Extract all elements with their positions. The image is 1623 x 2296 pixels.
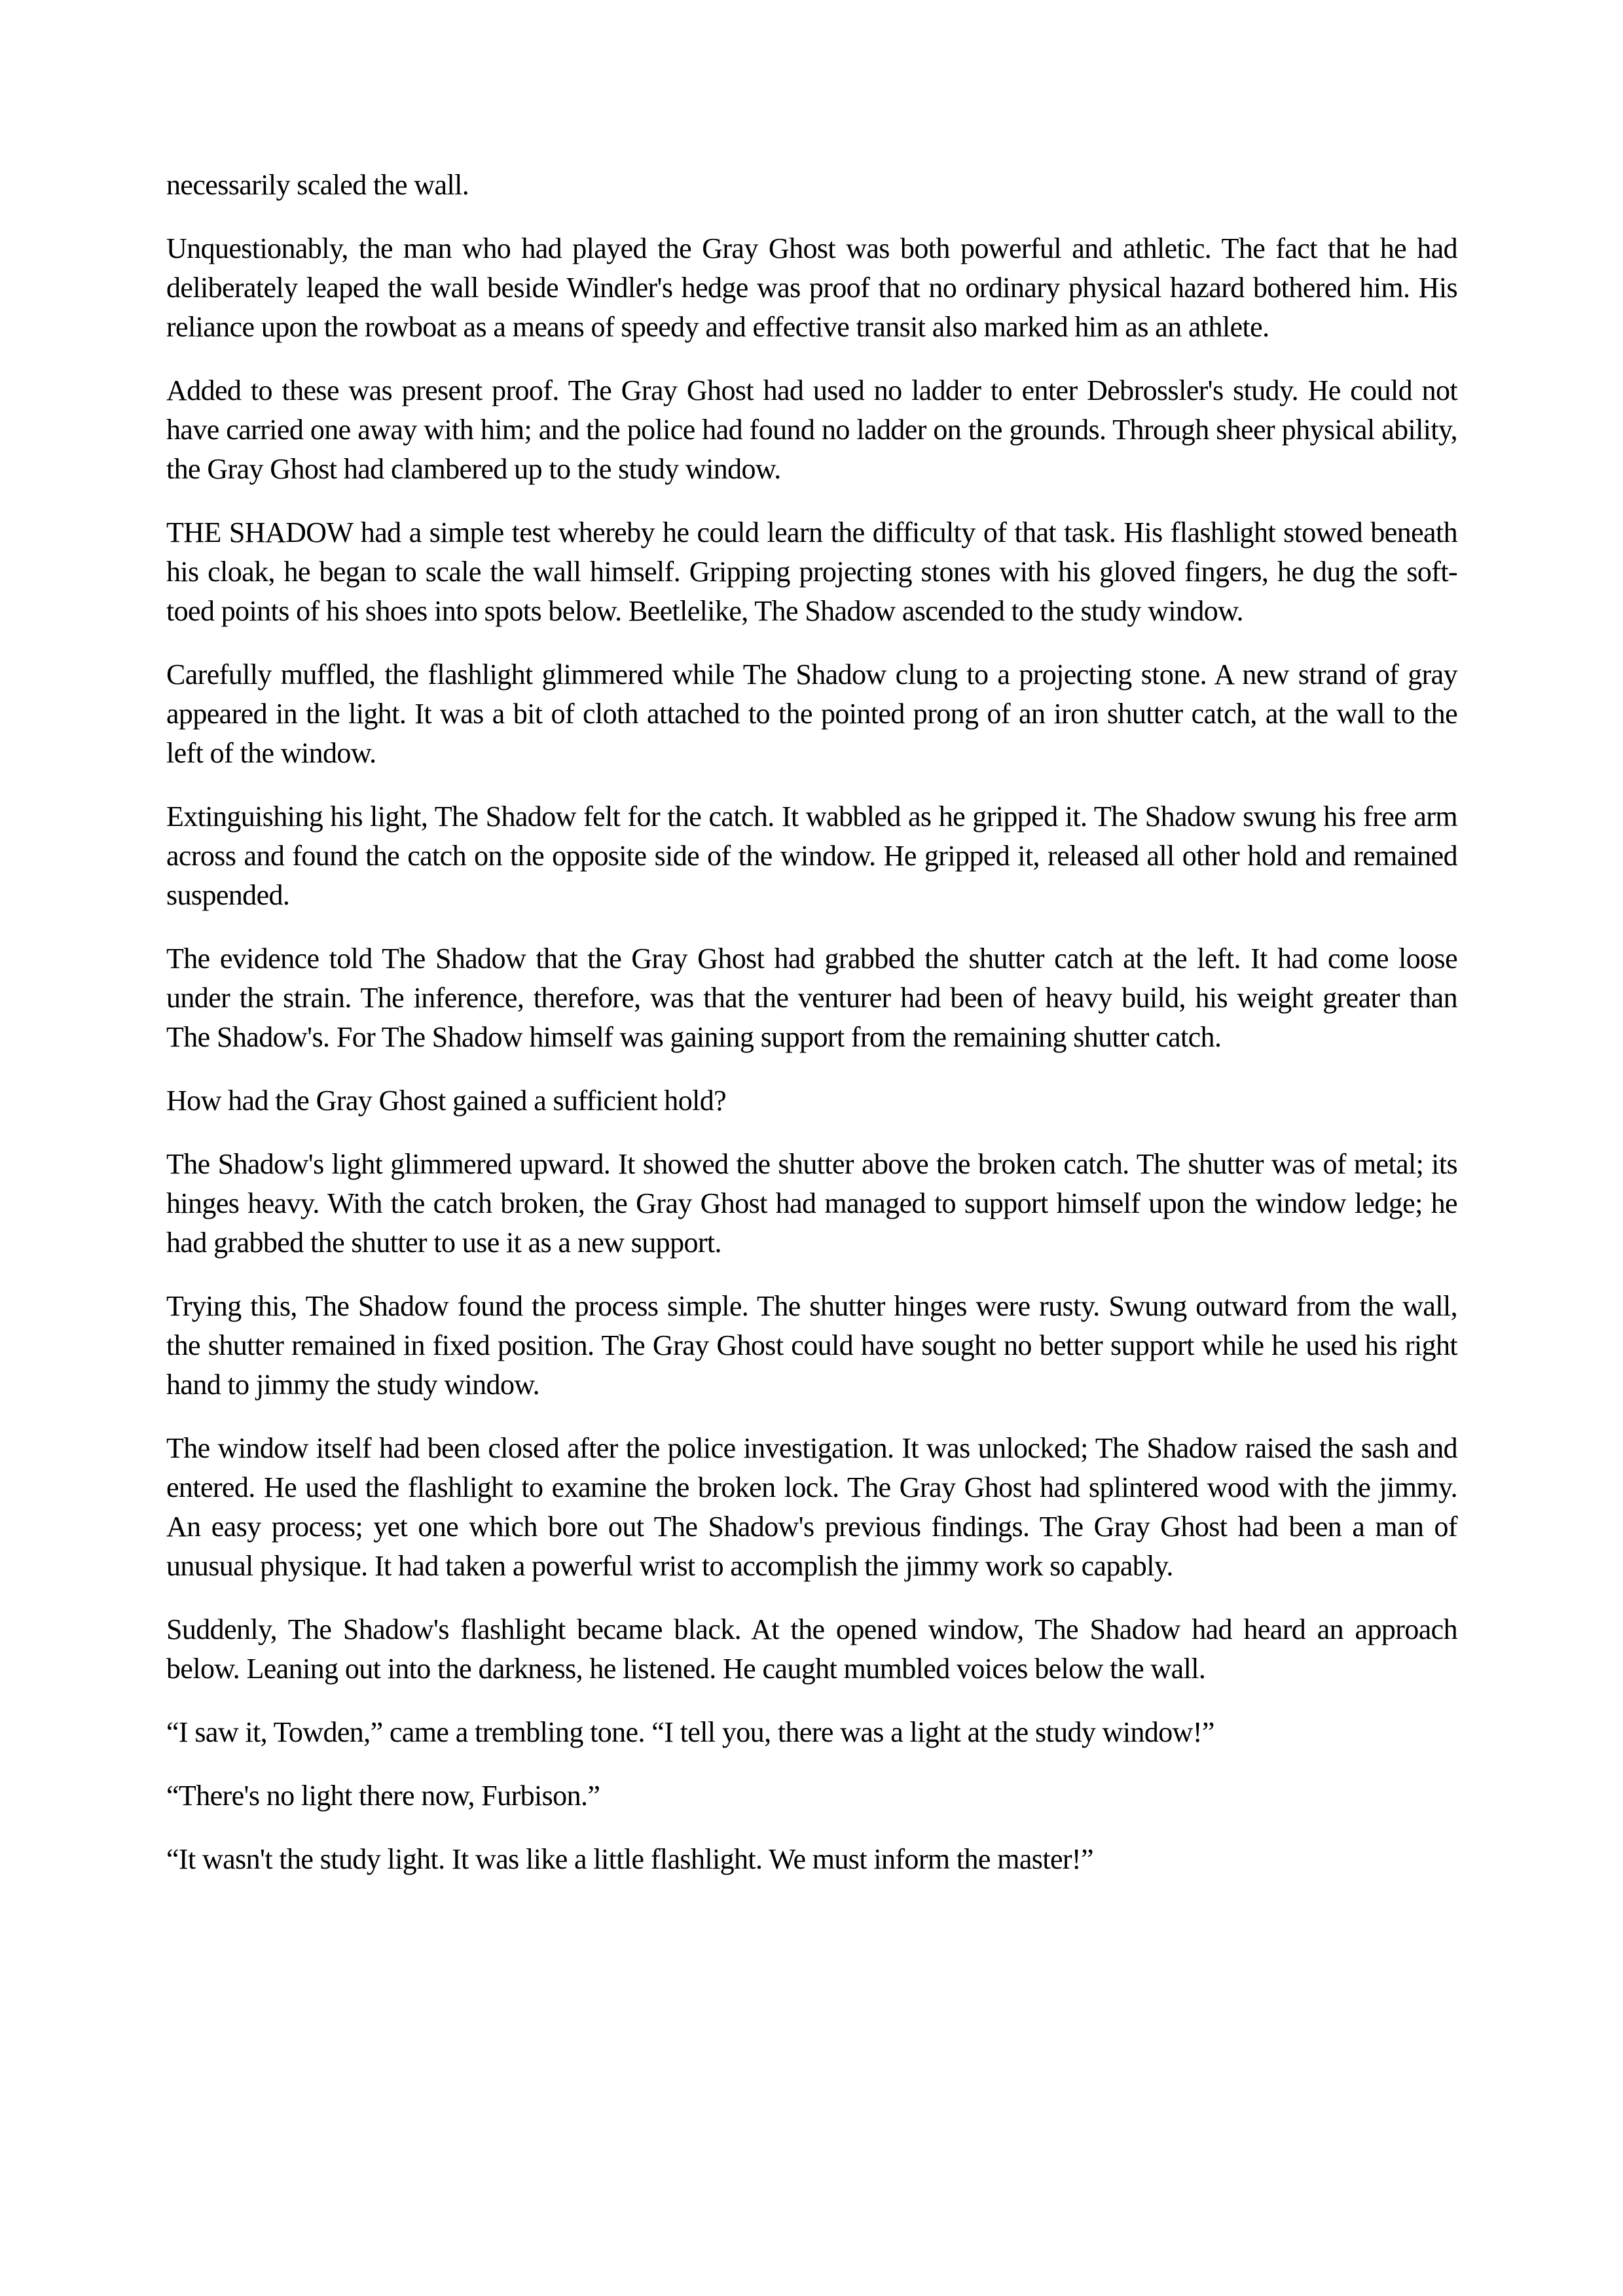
paragraph: How had the Gray Ghost gained a sufficient hold? — [166, 1085, 727, 1117]
paragraph: Added to these was present proof. The Gray Ghost had used no ladder to enter Debrossler's study. He could not have carried one away with him; and the police had found no ladder on the grounds. Through sheer physical ability, the Gray Ghost had clambered up to the study window. — [166, 374, 1457, 485]
paragraph: Unquestionably, the man who had played the Gray Ghost was both powerful and athletic. The fact that he had deliberately leaped the wall beside Windler's hedge was proof that no ordinary physical hazard bothered him. His reliance upon the rowboat as a means of speedy and effective transit also marked him as an athlete. — [166, 232, 1457, 343]
paragraph: Trying this, The Shadow found the process simple. The shutter hinges were rusty. Swung outward from the wall, the shutter remained in fixed position. The Gray Ghost could have sought no better support while he used his right hand to jimmy the study window. — [166, 1290, 1457, 1401]
paragraph: “It wasn't the study light. It was like a little flashlight. We must inform the master!” — [166, 1843, 1093, 1875]
paragraph: Carefully muffled, the flashlight glimmered while The Shadow clung to a projecting stone. A new strand of gray appeared in the light. It was a bit of cloth attached to the pointed prong of an iron shutter catch, at the wall to the left of the window. — [166, 658, 1457, 769]
paragraph: Suddenly, The Shadow's flashlight became black. At the opened window, The Shadow had heard an approach below. Leaning out into the darkness, he listened. He caught mumbled voices below the wall. — [166, 1613, 1457, 1685]
paragraph: “I saw it, Towden,” came a trembling tone. “I tell you, there was a light at the study window!” — [166, 1716, 1214, 1748]
paragraph: The evidence told The Shadow that the Gray Ghost had grabbed the shutter catch at the left. It had come loose under the strain. The inference, therefore, was that the venturer had been of heavy build, his weight greater than The Shadow's. For The Shadow himself was gaining support from the remaining shutter catch. — [166, 942, 1457, 1053]
paragraph: The window itself had been closed after the police investigation. It was unlocked; The Shadow raised the sash and entered. He used the flashlight to examine the broken lock. The Gray Ghost had splintered wood with the jimmy. An easy process; yet one which bore out The Shadow's previous findings. The Gray Ghost had been a man of unusual physique. It had taken a powerful wrist to accomplish the jimmy work so capably. — [166, 1432, 1457, 1582]
body-text — [166, 166, 1457, 1903]
paragraph: necessarily scaled the wall. — [166, 169, 469, 201]
paragraph: The Shadow's light glimmered upward. It showed the shutter above the broken catch. The shutter was of metal; its hinges heavy. With the catch broken, the Gray Ghost had managed to support himself upon the window ledge; he had grabbed the shutter to use it as a new support. — [166, 1148, 1457, 1259]
paragraph: “There's no light there now, Furbison.” — [166, 1780, 600, 1812]
paragraph: THE SHADOW had a simple test whereby he could learn the difficulty of that task. His flashlight stowed beneath his cloak, he began to scale the wall himself. Gripping projecting stones with his gloved fingers, he dug the soft-toed points of his shoes into spots below. Beetlelike, The Shadow ascended to the study window. — [166, 516, 1457, 627]
paragraph: Extinguishing his light, The Shadow felt for the catch. It wabbled as he gripped it. The Shadow swung his free arm across and found the catch on the opposite side of the window. He gripped it, released all other hold and remained suspended. — [166, 800, 1457, 911]
